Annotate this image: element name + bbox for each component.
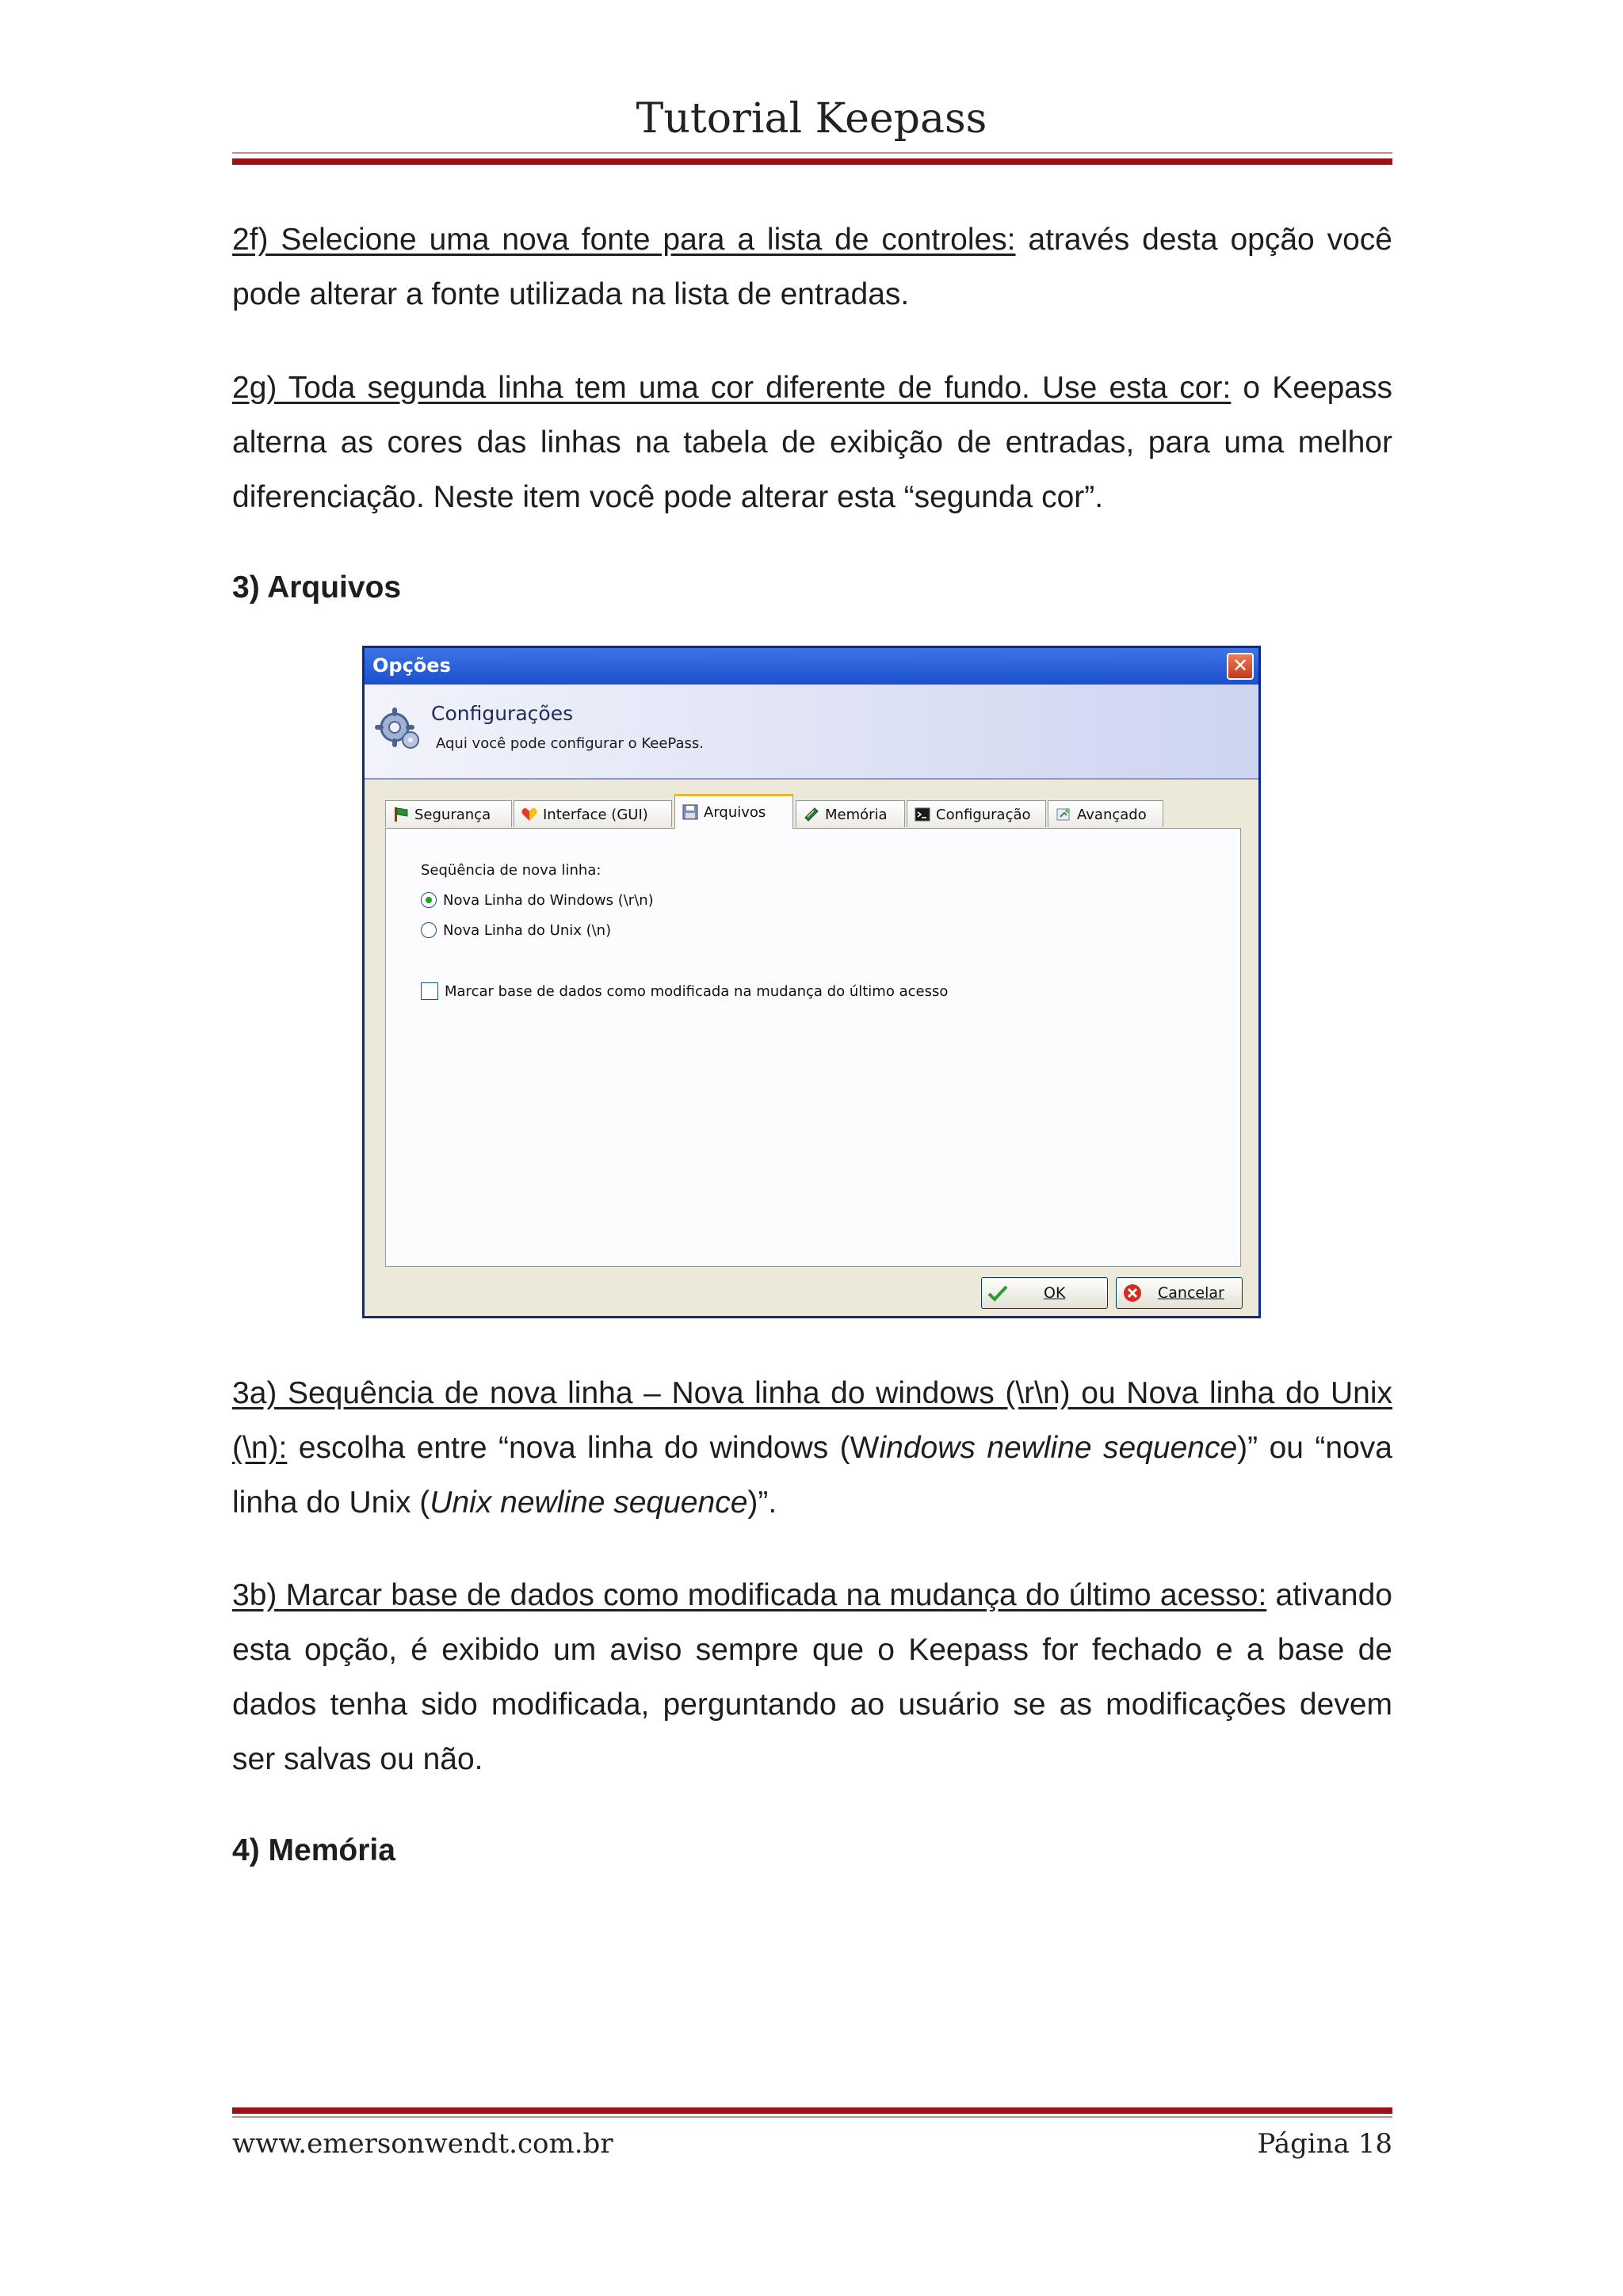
header-divider-thin — [232, 152, 1392, 154]
paragraph-3a-italic-2: Unix newline sequence — [430, 1486, 748, 1520]
dialog-title: Opções — [372, 654, 451, 677]
paragraph-2f — [232, 212, 1392, 322]
tab-label: Configuração — [936, 807, 1031, 823]
banner-subtitle: Aqui você pode configurar o KeePass. — [436, 735, 704, 752]
ok-button-label: OK — [1044, 1284, 1066, 1302]
newline-group-label: Seqüência de nova linha: — [421, 862, 601, 879]
paragraph-3a-text-1: escolha entre “nova linha do windows (W — [287, 1431, 880, 1465]
dialog-client-area — [365, 685, 1258, 1316]
paragraph-3a-text-3: )”. — [747, 1486, 777, 1520]
paragraph-2g-text: o Keepass alterna as cores das linhas na tabela de exibição de entradas, para uma melhor diferenciação. Neste item você pode alterar esta “segunda cor”. — [232, 371, 1392, 514]
tab-configuracao[interactable] — [907, 800, 1046, 827]
settings-gear-icon — [374, 704, 423, 753]
tab-avancado[interactable] — [1048, 800, 1163, 827]
tab-label: Interface (GUI) — [543, 807, 648, 823]
section-heading-arquivos: 3) Arquivos — [232, 570, 402, 605]
radio-windows-label[interactable]: Nova Linha do Windows (\r\n) — [443, 892, 654, 909]
paragraph-3b-label: 3b) Marcar base de dados como modificada na mudança do último acesso: — [232, 1578, 1267, 1612]
paragraph-3b — [232, 1568, 1392, 1787]
radio-unix-label[interactable]: Nova Linha do Unix (\n) — [443, 922, 612, 939]
interface-heart-icon — [521, 806, 538, 823]
radio-selected-dot — [426, 897, 432, 903]
footer-website: www.emersonwendt.com.br — [232, 2128, 613, 2160]
arquivos-panel — [385, 828, 1241, 1267]
advanced-settings-icon — [1055, 806, 1072, 823]
cancel-button-label: Cancelar — [1158, 1284, 1224, 1302]
footer-divider — [232, 2107, 1392, 2114]
tab-label: Memória — [825, 807, 888, 823]
options-dialog — [362, 646, 1261, 1318]
cancel-button[interactable] — [1116, 1277, 1243, 1309]
paragraph-2f-text: através desta opção você pode alterar a fonte utilizada na lista de entradas. — [232, 223, 1392, 311]
dialog-titlebar — [365, 648, 1258, 685]
dialog-banner — [365, 685, 1258, 780]
tab-label: Arquivos — [704, 804, 766, 821]
tab-memoria[interactable] — [796, 800, 905, 827]
console-icon — [914, 806, 931, 823]
tab-interface[interactable] — [514, 800, 672, 827]
tab-label: Avançado — [1077, 807, 1147, 823]
paragraph-3a — [232, 1366, 1392, 1530]
radio-windows-newline[interactable] — [421, 892, 437, 908]
paragraph-3b-text: ativando esta opção, é exibido um aviso sempre que o Keepass for fechado e a base de dados tenha sido modificada, perguntando ao usuário se as modificações devem ser salvas ou não. — [232, 1578, 1392, 1776]
check-icon — [987, 1282, 1009, 1304]
radio-unix-newline[interactable] — [421, 922, 437, 938]
ok-button[interactable] — [981, 1277, 1108, 1309]
cancel-icon — [1121, 1282, 1144, 1304]
paragraph-2g — [232, 360, 1392, 524]
paragraph-3a-label: 3a) Sequência de nova linha – Nova linha do windows (\r\n) ou Nova linha do Unix (\n): — [232, 1376, 1392, 1465]
floppy-disk-icon — [682, 803, 699, 821]
tab-label: Segurança — [414, 807, 491, 823]
shield-flag-icon — [392, 806, 410, 823]
tab-seguranca[interactable] — [385, 800, 512, 827]
paragraph-3a-italic-1: indows newline sequence — [879, 1431, 1238, 1465]
header-divider — [232, 158, 1392, 165]
mark-modified-checkbox[interactable] — [421, 982, 438, 1000]
banner-title: Configurações — [431, 702, 574, 725]
section-heading-memoria: 4) Memória — [232, 1833, 395, 1867]
tab-arquivos[interactable] — [674, 794, 793, 829]
close-button[interactable]: ✕ — [1227, 653, 1254, 680]
tab-strip — [385, 794, 1257, 829]
footer-page-number: Página 18 — [1257, 2128, 1392, 2160]
mark-modified-label[interactable]: Marcar base de dados como modificada na mudança do último acesso — [445, 983, 949, 1000]
paragraph-2f-label: 2f) Selecione uma nova fonte para a lista de controles: — [232, 223, 1016, 257]
page-header-title: Tutorial Keepass — [636, 95, 987, 143]
footer-divider-thin — [232, 2116, 1392, 2118]
memory-chip-icon — [803, 806, 820, 823]
paragraph-3a-text-2: )” ou “nova linha do Unix ( — [232, 1431, 1392, 1520]
paragraph-2g-label: 2g) Toda segunda linha tem uma cor diferente de fundo. Use esta cor: — [232, 371, 1232, 405]
